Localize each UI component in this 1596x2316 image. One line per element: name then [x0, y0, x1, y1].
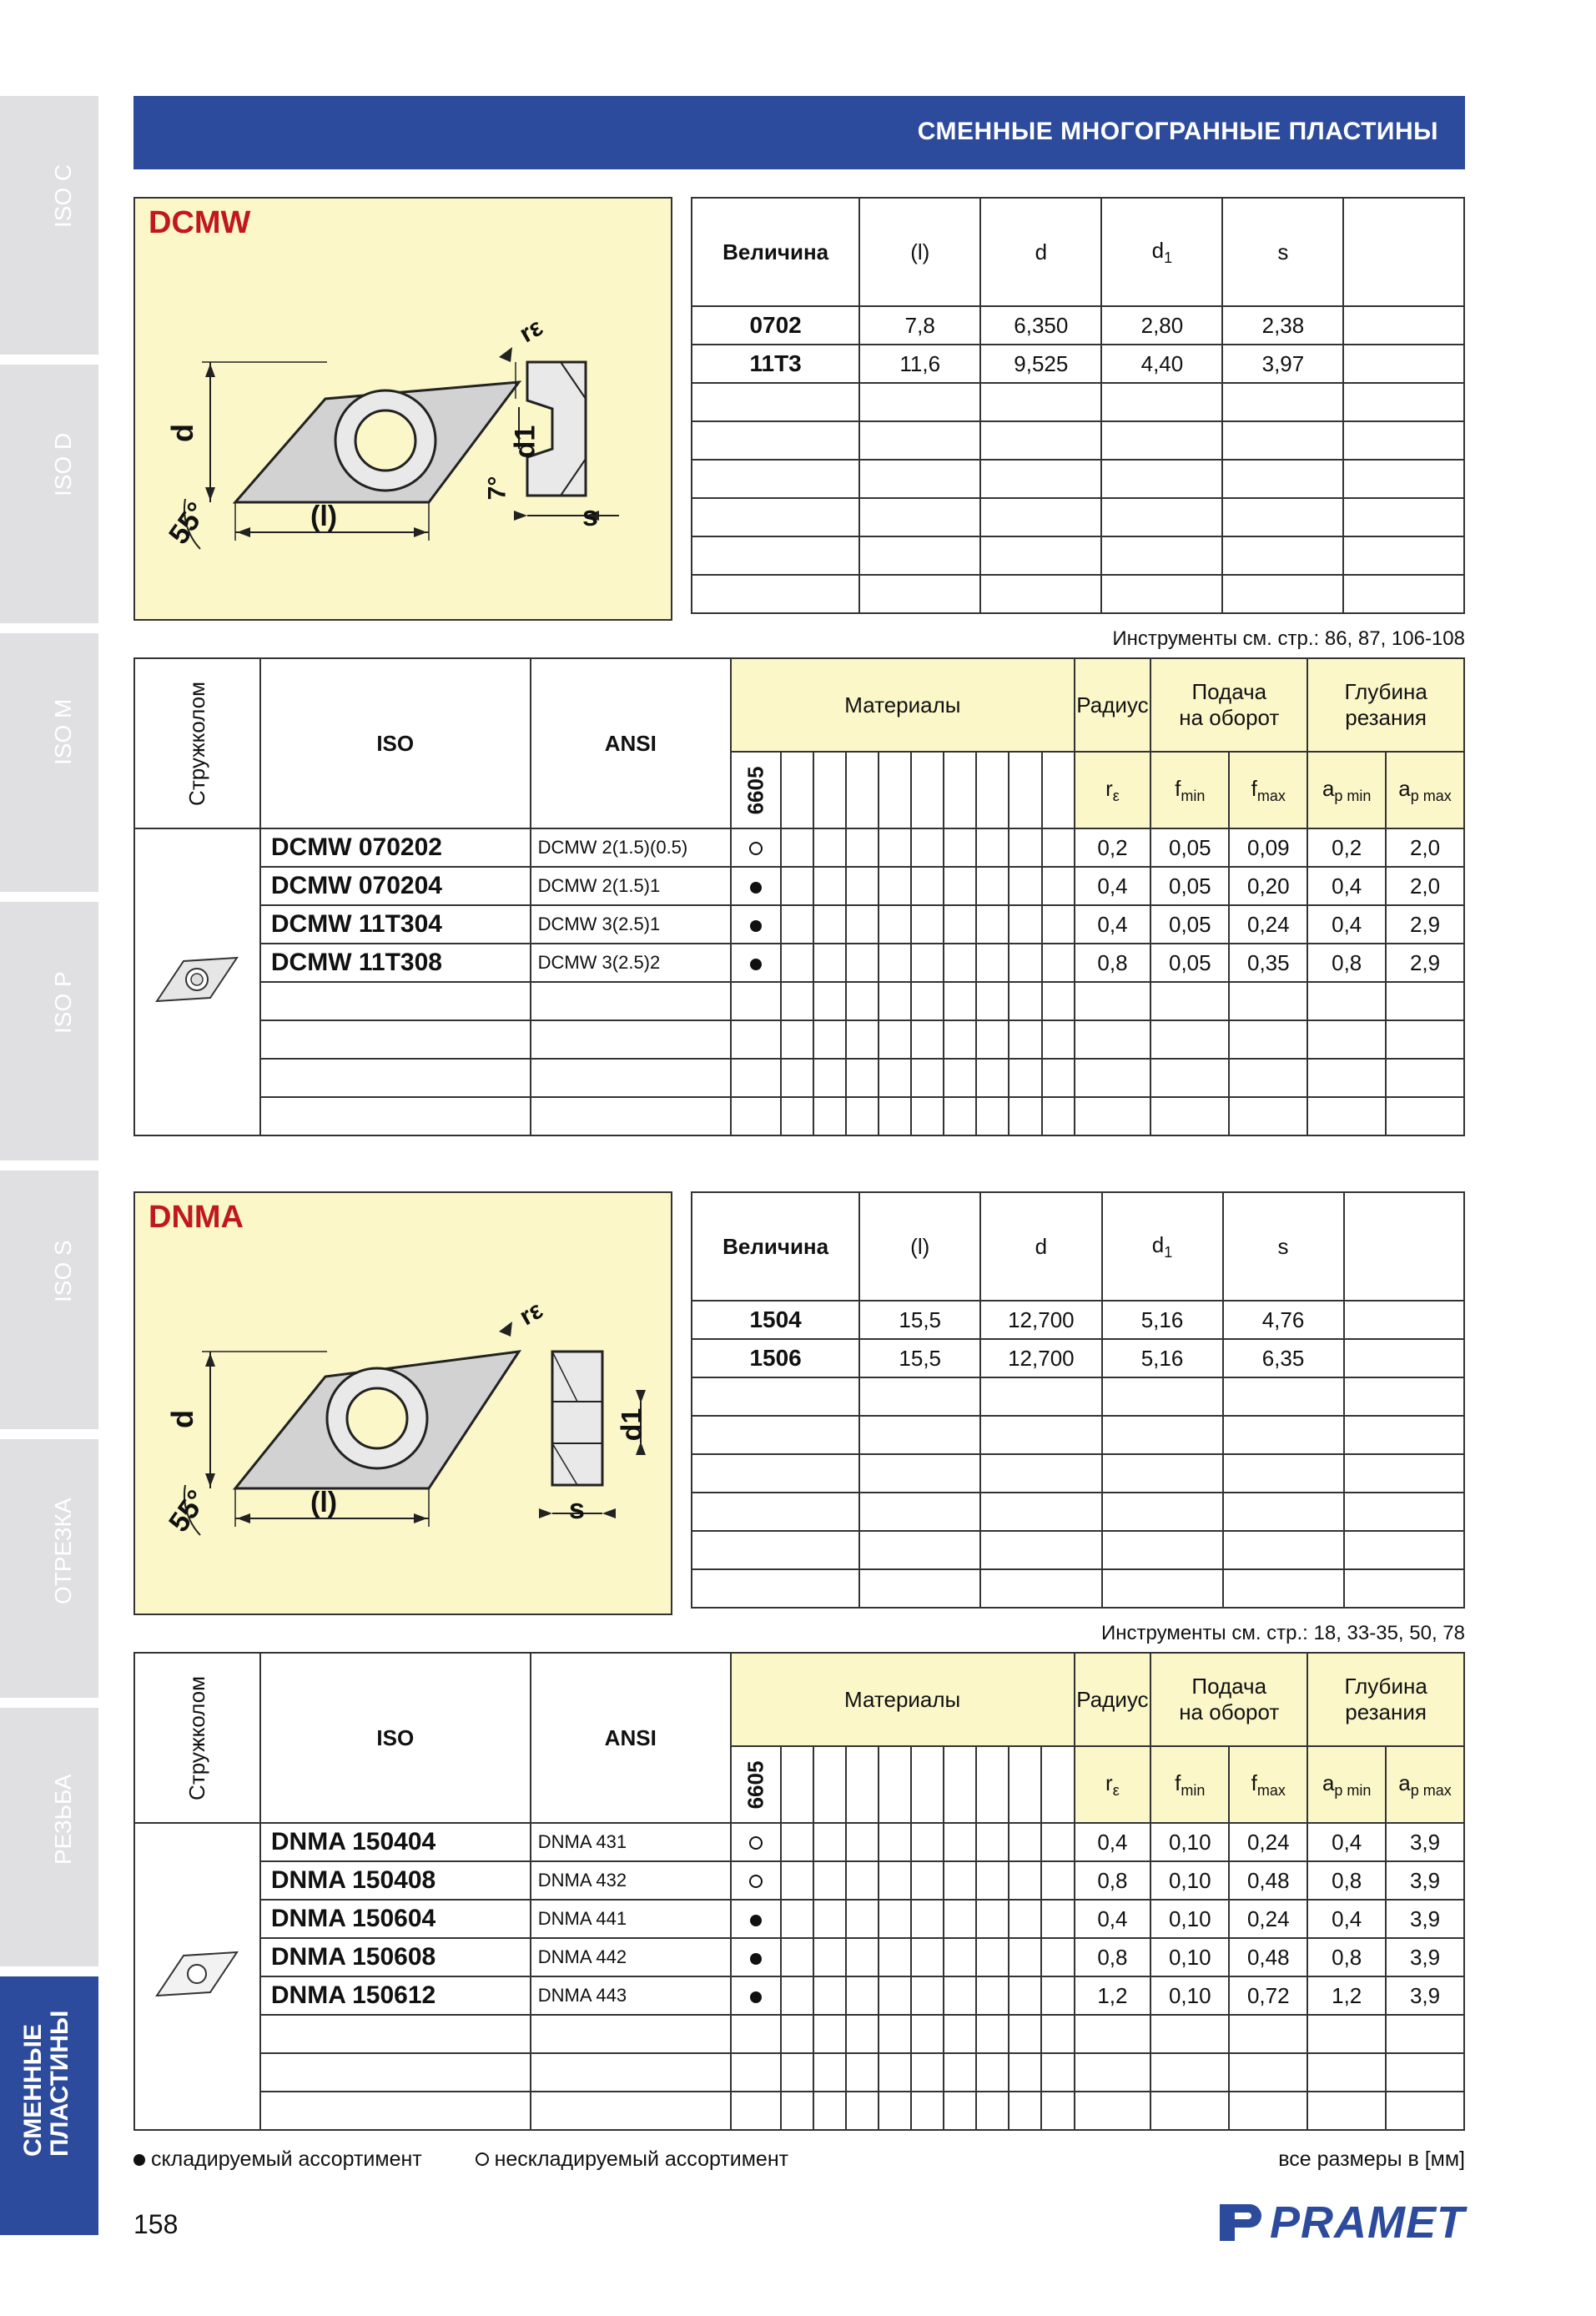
cell-apmax: 3,9	[1386, 1861, 1464, 1900]
col-size: Величина	[692, 198, 859, 306]
col-depth: Глубина резания	[1307, 658, 1464, 752]
cell-apmin: 0,4	[1307, 905, 1386, 944]
side-tab-iso-m[interactable]	[0, 633, 98, 892]
insert-drawing	[135, 199, 671, 619]
cell-ansi: DCMW 2(1.5)(0.5)	[531, 828, 732, 867]
side-tab-label: ISO D	[50, 432, 76, 496]
col-apmin-main: a	[1322, 775, 1335, 801]
dim-angle-label: 55°	[162, 496, 214, 551]
col-apmin-main: a	[1322, 1770, 1335, 1795]
insert-drawing	[135, 1193, 671, 1614]
insert-code: DNMA	[149, 1200, 244, 1235]
stocked-dot-icon	[133, 2154, 145, 2166]
col-radius: Радиус	[1075, 1653, 1151, 1746]
dim-r-label: rε	[515, 313, 548, 349]
brand-logo	[1216, 2198, 1465, 2248]
col-r-main: r	[1105, 1770, 1113, 1795]
cell-apmax: 2,0	[1386, 867, 1464, 905]
col-fmax-main: f	[1251, 775, 1257, 801]
cell-r: 0,4	[1075, 867, 1151, 905]
cell-fmax: 0,72	[1229, 1976, 1307, 2015]
side-tab-cutoff[interactable]	[0, 1439, 98, 1698]
col-ansi: ANSI	[531, 1653, 731, 1823]
cell-iso: DNMA 150408	[260, 1861, 531, 1900]
cell-apmax: 2,9	[1386, 905, 1464, 944]
table-row	[134, 828, 1464, 867]
cell-d: 9,525	[980, 345, 1101, 383]
cell-d1: 5,16	[1102, 1301, 1223, 1339]
tools-note: Инструменты см. стр.: 86, 87, 106-108	[1112, 627, 1465, 650]
cell-ansi: DCMW 3(2.5)2	[531, 944, 732, 982]
side-tab-label: ISO P	[50, 971, 76, 1034]
col-fmin	[1150, 1746, 1229, 1823]
cell-apmin: 0,4	[1307, 1823, 1386, 1861]
cell-iso: DNMA 150612	[260, 1976, 531, 2015]
cell-fmin: 0,10	[1150, 1861, 1229, 1900]
dimensions-table-dcmw	[691, 197, 1465, 614]
dim-d1-label: d1	[509, 425, 541, 459]
col-d: d	[980, 1192, 1101, 1301]
col-d1	[1102, 1192, 1223, 1301]
table-row	[134, 1938, 1464, 1976]
cell-apmax: 3,9	[1386, 1823, 1464, 1861]
col-grade	[731, 752, 781, 828]
stock-stocked-icon	[731, 1938, 781, 1976]
cell-s: 3,97	[1222, 345, 1343, 383]
col-grade	[731, 1746, 781, 1823]
dimensions-table-dnma	[691, 1191, 1465, 1609]
cell-ansi: DCMW 2(1.5)1	[531, 867, 732, 905]
cell-r: 0,8	[1075, 1938, 1151, 1976]
cell-apmax: 2,9	[1386, 944, 1464, 982]
table-row	[134, 905, 1464, 944]
cell-apmax: 2,0	[1386, 828, 1464, 867]
cell-fmax: 0,09	[1229, 828, 1307, 867]
table-row	[692, 1339, 1464, 1377]
col-materials: Материалы	[731, 658, 1075, 752]
cell-size: 1506	[692, 1339, 859, 1377]
cell-r: 0,4	[1075, 905, 1151, 944]
col-r	[1075, 752, 1151, 828]
dim-d1-label: d1	[616, 1407, 648, 1442]
cell-ansi: DNMA 432	[531, 1861, 731, 1900]
col-fmin	[1150, 752, 1229, 828]
cell-apmin: 0,4	[1307, 1900, 1386, 1938]
legend-stocked: складируемый ассортимент	[150, 2147, 422, 2171]
col-grade-label: 6605	[743, 1760, 768, 1809]
col-apmax	[1386, 1746, 1464, 1823]
col-empty	[1343, 198, 1464, 306]
side-tab-label-active	[20, 2011, 73, 2157]
cell-iso: DNMA 150604	[260, 1900, 531, 1938]
cell-apmin: 1,2	[1307, 1976, 1386, 2015]
col-breaker-label: Стружколом	[184, 1675, 209, 1800]
dim-relief-label: 7°	[483, 476, 511, 501]
col-s: s	[1223, 1192, 1344, 1301]
cell-fmax: 0,20	[1229, 867, 1307, 905]
col-fmax	[1229, 752, 1307, 828]
dim-angle-label: 55°	[162, 1484, 214, 1538]
dimensions-header-row	[692, 1192, 1464, 1301]
cell-fmin: 0,05	[1150, 944, 1229, 982]
stock-stocked-icon	[731, 944, 781, 982]
cell-d: 6,350	[980, 306, 1101, 345]
col-fmax-sub: max	[1256, 1781, 1286, 1799]
col-apmin-sub: p min	[1334, 787, 1372, 804]
col-l: (l)	[859, 198, 980, 306]
cell-ansi: DNMA 441	[531, 1900, 731, 1938]
side-tab-iso-d[interactable]	[0, 365, 98, 623]
insert-hole-inner	[355, 410, 415, 471]
units-note: все размеры в [мм]	[1278, 2147, 1465, 2171]
col-feed: Подача на оборот	[1150, 658, 1307, 752]
col-iso: ISO	[260, 1653, 531, 1823]
chipbreaker-icon	[134, 1823, 260, 2130]
col-d1-main: d	[1151, 1231, 1165, 1257]
table-row	[134, 1976, 1464, 2015]
col-grade-label: 6605	[743, 766, 768, 814]
col-radius: Радиус	[1075, 658, 1151, 752]
cell-fmax: 0,48	[1229, 1861, 1307, 1900]
side-tab-iso-s[interactable]	[0, 1171, 98, 1429]
cell-iso: DCMW 070202	[260, 828, 531, 867]
col-fmin-main: f	[1175, 1770, 1181, 1795]
col-apmax-sub: p max	[1410, 787, 1452, 804]
col-fmax-main: f	[1251, 1770, 1257, 1795]
cell-s: 4,76	[1223, 1301, 1344, 1339]
col-feed: Подача на оборот	[1150, 1653, 1307, 1746]
col-l: (l)	[859, 1192, 980, 1301]
cell-d1: 4,40	[1101, 345, 1222, 383]
page-header	[133, 96, 1465, 169]
side-tab-label-line2: ПЛАСТИНЫ	[46, 2010, 73, 2157]
cell-r: 0,8	[1075, 1861, 1151, 1900]
page-title: СМЕННЫЕ МНОГОГРАННЫЕ ПЛАСТИНЫ	[917, 118, 1438, 145]
cell-r: 0,4	[1075, 1823, 1151, 1861]
side-tab-thread[interactable]	[0, 1708, 98, 1966]
pramet-logo-icon	[1216, 2201, 1263, 2244]
cell-l: 15,5	[859, 1339, 980, 1377]
insert-table-dnma	[133, 1652, 1465, 2131]
col-breaker	[134, 1653, 260, 1823]
col-materials: Материалы	[731, 1653, 1075, 1746]
cell-ansi: DNMA 442	[531, 1938, 731, 1976]
chipbreaker-icon	[134, 828, 260, 1135]
cell-ansi: DNMA 431	[531, 1823, 731, 1861]
col-size: Величина	[692, 1192, 859, 1301]
table-row	[692, 345, 1464, 383]
dim-l-label: (l)	[310, 1487, 338, 1518]
cell-fmin: 0,10	[1150, 1938, 1229, 1976]
table-row	[692, 1301, 1464, 1339]
col-breaker-label: Стружколом	[184, 681, 209, 806]
col-fmax-sub: max	[1256, 787, 1286, 804]
tools-note: Инструменты см. стр.: 18, 33-35, 50, 78	[1101, 1622, 1465, 1644]
cell-apmin: 0,8	[1307, 1861, 1386, 1900]
col-d1-main: d	[1151, 237, 1165, 263]
cell-apmax: 3,9	[1386, 1900, 1464, 1938]
col-d: d	[980, 198, 1101, 306]
col-fmin-sub: min	[1181, 787, 1206, 804]
cell-fmin: 0,10	[1150, 1900, 1229, 1938]
insert-code: DCMW	[149, 205, 251, 240]
table-row	[134, 944, 1464, 982]
stock-stocked-icon	[731, 1976, 781, 2015]
col-apmax-main: a	[1398, 1770, 1411, 1795]
cell-r: 0,2	[1075, 828, 1151, 867]
col-fmax	[1229, 1746, 1307, 1823]
side-tab-label: РЕЗЬБА	[50, 1774, 76, 1865]
col-fmin-sub: min	[1181, 1781, 1206, 1799]
col-apmin	[1307, 752, 1386, 828]
col-iso: ISO	[260, 658, 531, 828]
cell-d1: 5,16	[1102, 1339, 1223, 1377]
table-row	[134, 1861, 1464, 1900]
col-breaker	[134, 658, 260, 828]
dim-s-label: s	[569, 1493, 585, 1525]
cell-d: 12,700	[980, 1339, 1101, 1377]
stock-stocked-icon	[731, 867, 781, 905]
cell-fmax: 0,24	[1229, 1900, 1307, 1938]
cell-iso: DNMA 150404	[260, 1823, 531, 1861]
col-apmin	[1307, 1746, 1386, 1823]
cell-iso: DCMW 070204	[260, 867, 531, 905]
cell-ansi: DCMW 3(2.5)1	[531, 905, 732, 944]
col-r-sub: ε	[1112, 1781, 1120, 1799]
col-r-sub: ε	[1112, 787, 1120, 804]
side-tab-inserts[interactable]	[0, 1976, 98, 2235]
stock-stocked-icon	[731, 905, 781, 944]
cell-fmin: 0,05	[1150, 867, 1229, 905]
cell-apmax: 3,9	[1386, 1976, 1464, 2015]
cell-size: 0702	[692, 306, 859, 345]
cell-size: 1504	[692, 1301, 859, 1339]
insert-table-dcmw	[133, 657, 1465, 1136]
cell-fmin: 0,10	[1150, 1823, 1229, 1861]
col-depth: Глубина резания	[1307, 1653, 1464, 1746]
col-apmin-sub: p min	[1334, 1781, 1372, 1799]
cell-r: 0,4	[1075, 1900, 1151, 1938]
cell-fmax: 0,24	[1229, 905, 1307, 944]
side-tab-iso-c[interactable]	[0, 96, 98, 355]
cell-fmax: 0,48	[1229, 1938, 1307, 1976]
side-tab-label-line1: СМЕННЫЕ	[19, 2024, 47, 2157]
dim-r-label: rε	[515, 1296, 548, 1332]
cell-fmax: 0,24	[1229, 1823, 1307, 1861]
table-row	[134, 867, 1464, 905]
cell-apmin: 0,8	[1307, 1938, 1386, 1976]
col-d1-sub: 1	[1164, 1243, 1173, 1261]
cell-d1: 2,80	[1101, 306, 1222, 345]
cell-apmax: 3,9	[1386, 1938, 1464, 1976]
col-s: s	[1222, 198, 1343, 306]
legend	[133, 2147, 788, 2172]
cell-s: 2,38	[1222, 306, 1343, 345]
side-tab-iso-p[interactable]	[0, 902, 98, 1161]
cell-iso: DCMW 11T304	[260, 905, 531, 944]
cell-r: 1,2	[1075, 1976, 1151, 2015]
cell-s: 6,35	[1223, 1339, 1344, 1377]
cell-iso: DCMW 11T308	[260, 944, 531, 982]
col-apmax-sub: p max	[1410, 1781, 1452, 1799]
logo-text: PRAMET	[1270, 2198, 1465, 2248]
cell-fmin: 0,10	[1150, 1976, 1229, 2015]
dimensions-header-row	[692, 198, 1464, 306]
col-fmin-main: f	[1175, 775, 1181, 801]
stock-nonstocked-icon	[731, 828, 781, 867]
cell-fmin: 0,05	[1150, 828, 1229, 867]
cell-l: 11,6	[859, 345, 980, 383]
cell-apmin: 0,4	[1307, 867, 1386, 905]
table-row	[692, 306, 1464, 345]
col-empty	[1344, 1192, 1464, 1301]
cell-l: 15,5	[859, 1301, 980, 1339]
side-tab-label: ISO C	[50, 164, 76, 228]
cell-d: 12,700	[980, 1301, 1101, 1339]
cell-r: 0,8	[1075, 944, 1151, 982]
cell-fmin: 0,05	[1150, 905, 1229, 944]
col-d1-sub: 1	[1164, 249, 1173, 266]
cell-l: 7,8	[859, 306, 980, 345]
side-tab-label: ОТРЕЗКА	[50, 1498, 76, 1604]
table-row	[134, 1823, 1464, 1861]
col-ansi: ANSI	[531, 658, 732, 828]
stock-nonstocked-icon	[731, 1861, 781, 1900]
dim-d-label: d	[165, 424, 199, 442]
col-apmax-main: a	[1398, 775, 1411, 801]
legend-nonstocked: нескладируемый ассортимент	[494, 2147, 789, 2171]
col-r	[1075, 1746, 1151, 1823]
drawing-panel-dnma	[133, 1191, 672, 1615]
col-d1	[1101, 198, 1222, 306]
cell-apmin: 0,8	[1307, 944, 1386, 982]
drawing-panel-dcmw	[133, 197, 672, 621]
stock-stocked-icon	[731, 1900, 781, 1938]
col-apmax	[1386, 752, 1464, 828]
page-number: 158	[133, 2209, 179, 2239]
cell-apmin: 0,2	[1307, 828, 1386, 867]
nonstocked-dot-icon	[476, 2152, 489, 2166]
dim-l-label: (l)	[310, 501, 338, 532]
cell-size: 11T3	[692, 345, 859, 383]
cell-fmax: 0,35	[1229, 944, 1307, 982]
table-row	[134, 1900, 1464, 1938]
side-tab-label: ISO M	[50, 698, 76, 765]
side-tab-label: ISO S	[50, 1240, 76, 1302]
cell-iso: DNMA 150608	[260, 1938, 531, 1976]
dim-s-label: s	[582, 501, 598, 532]
stock-nonstocked-icon	[731, 1823, 781, 1861]
col-r-main: r	[1105, 775, 1113, 801]
cell-ansi: DNMA 443	[531, 1976, 731, 2015]
dim-d-label: d	[165, 1410, 199, 1428]
